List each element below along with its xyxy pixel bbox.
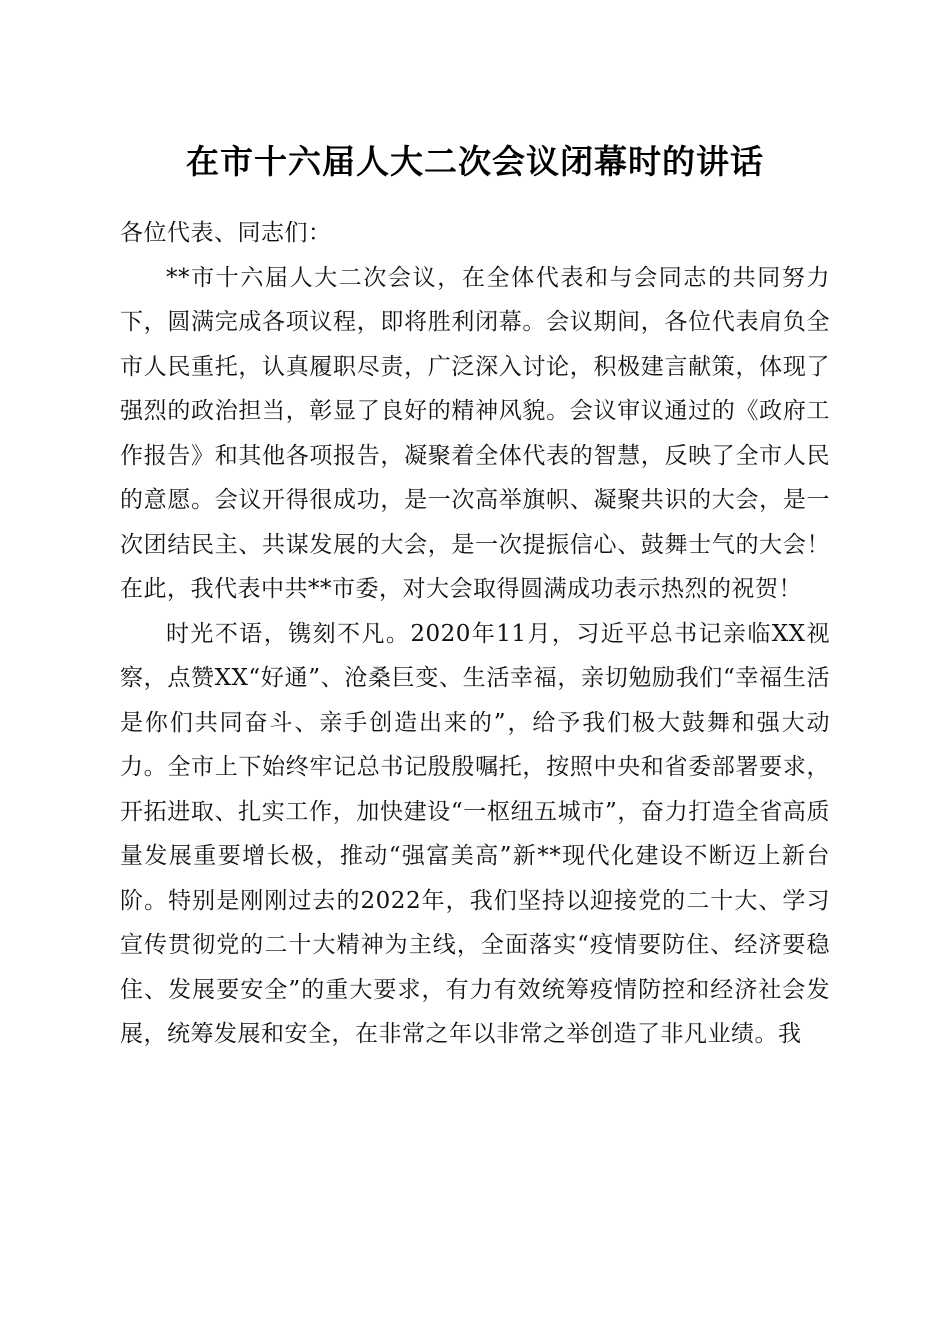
- paragraph: **市十六届人大二次会议，在全体代表和与会同志的共同努力下，圆满完成各项议程，即将胜利闭幕。会议期间，各位代表肩负全市人民重托，认真履职尽责，广泛深入讨论，积极建言献策，体现了强烈的政治担当，彰显了良好的精神风貌。会议审议通过的《政府工作报告》和其他各项报告，凝聚着全体代表的智慧，反映了全市人民的意愿。会议开得很成功，是一次高举旗帜、凝聚共识的大会，是一次团结民主、共谋发展的大会，是一次提振信心、鼓舞士气的大会！在此，我代表中共**市委，对大会取得圆满成功表示热烈的祝贺！: [120, 264, 830, 602]
- salutation: 各位代表、同志们：: [120, 220, 332, 246]
- document-title: 在市十六届人大二次会议闭幕时的讲话: [186, 142, 764, 181]
- document-body: [120, 211, 830, 1057]
- paragraph: 时光不语，镌刻不凡。2020年11月，习近平总书记亲临XX视察，点赞XX“好通”、沧桑巨变、生活幸福，亲切勉励我们“幸福生活是你们共同奋斗、亲手创造出来的”，给予我们极大鼓舞和强大动力。全市上下始终牢记总书记殷殷嘱托，按照中央和省委部署要求，开拓进取、扎实工作，加快建设“一枢纽五城市”，奋力打造全省高质量发展重要增长极，推动“强富美高”新**现代化建设不断迈上新台阶。特别是刚刚过去的2022年，我们坚持以迎接党的二十大、学习宣传贯彻党的二十大精神为主线，全面落实“疫情要防住、经济要稳住、发展要安全”的重大要求，有力有效统筹疫情防控和经济社会发展，统筹发展和安全，在非常之年以非常之举创造了非凡业绩。我: [120, 620, 830, 1047]
